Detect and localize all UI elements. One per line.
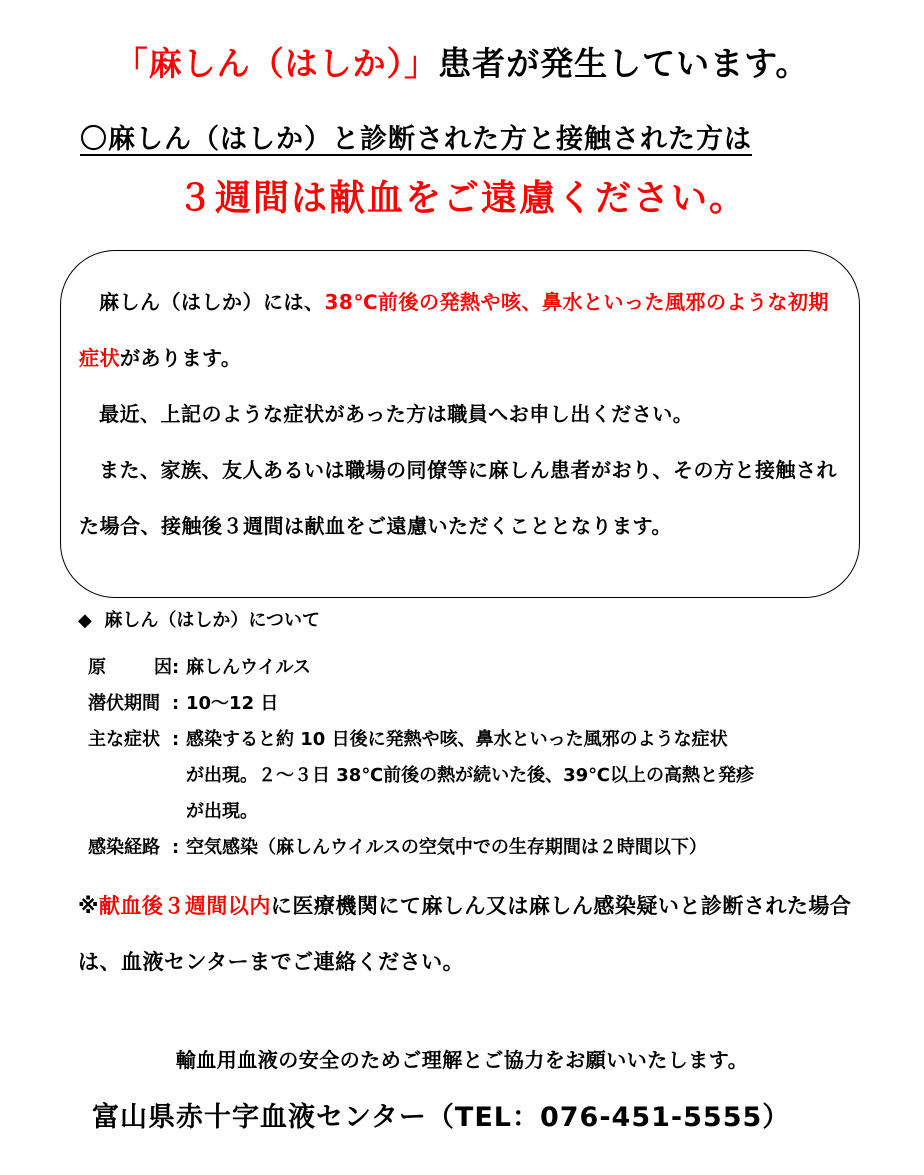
contact-paragraph: また、家族、友人あるいは職場の同僚等に麻しん患者がおり、その方と接触された場合、接触後３週間は献血をご遠慮いただくこととなります。: [79, 458, 837, 538]
symptoms-end: があります。: [120, 346, 242, 370]
disease-details: [88, 650, 754, 866]
colon: :: [172, 837, 180, 858]
notice-text: に医療機関にて麻しん又は麻しん感染疑いと診断された場合は、血液センターまでご連絡ください。: [78, 894, 852, 974]
blood-center-contact: 富山県赤十字血液センター（TEL：076-451-5555）: [92, 1102, 791, 1133]
report-paragraph: 最近、上記のような症状があった方は職員へお申し出ください。: [99, 402, 694, 426]
reference-mark: ※: [78, 894, 99, 918]
notice-highlight: 献血後３週間以内: [98, 894, 271, 918]
page-title: [0, 38, 924, 85]
symptoms-paragraph: [79, 274, 849, 386]
detail-value: 空気感染（麻しんウイルスの空気中での生存期間は２時間以下）: [186, 837, 707, 858]
detail-label: 潜伏期間: [88, 693, 160, 714]
colon: :: [172, 657, 180, 678]
detail-row-symptoms: [88, 722, 754, 758]
detail-label: 感染経路: [88, 837, 160, 858]
symptoms-highlight: 38℃前後の発熱や咳、鼻水といった風邪のような初期症状: [79, 290, 830, 370]
title-rest: 患者が発生しています。: [438, 44, 810, 83]
info-box-text: [79, 274, 849, 554]
contact-subtitle: 〇麻しん（はしか）と診断された方と接触された方は: [80, 124, 752, 155]
title-disease: 「麻しん（はしか）」: [114, 44, 439, 83]
detail-value: 10〜12 日: [186, 693, 279, 714]
detail-value-continued: が出現。: [186, 801, 258, 822]
colon: :: [172, 693, 180, 714]
post-donation-notice: [78, 878, 858, 990]
about-heading: [78, 606, 320, 632]
label-char: 原: [88, 657, 106, 678]
diamond-bullet-icon: ◆: [78, 610, 92, 631]
headline: ３週間は献血をご遠慮ください。: [176, 178, 747, 219]
detail-value-continued: が出現。２〜３日 38℃前後の熱が続いた後、39℃以上の高熱と発疹: [186, 765, 754, 786]
detail-row-cause: [88, 650, 754, 686]
symptoms-intro: 麻しん（はしか）には、: [99, 290, 325, 314]
colon: :: [172, 729, 180, 750]
detail-value: 麻しんウイルス: [186, 657, 311, 678]
detail-label: 主な症状: [88, 729, 160, 750]
label-char: 因: [154, 657, 172, 678]
detail-row-incubation: [88, 686, 754, 722]
thanks-message: 輸血用血液の安全のためご理解とご協力をお願いいたします。: [175, 1048, 749, 1072]
detail-row-route: [88, 830, 754, 866]
about-heading-text: 麻しん（はしか）について: [104, 610, 321, 631]
detail-label: [88, 650, 172, 686]
detail-value: 感染すると約 10 日後に発熱や咳、鼻水といった風邪のような症状: [186, 729, 728, 750]
